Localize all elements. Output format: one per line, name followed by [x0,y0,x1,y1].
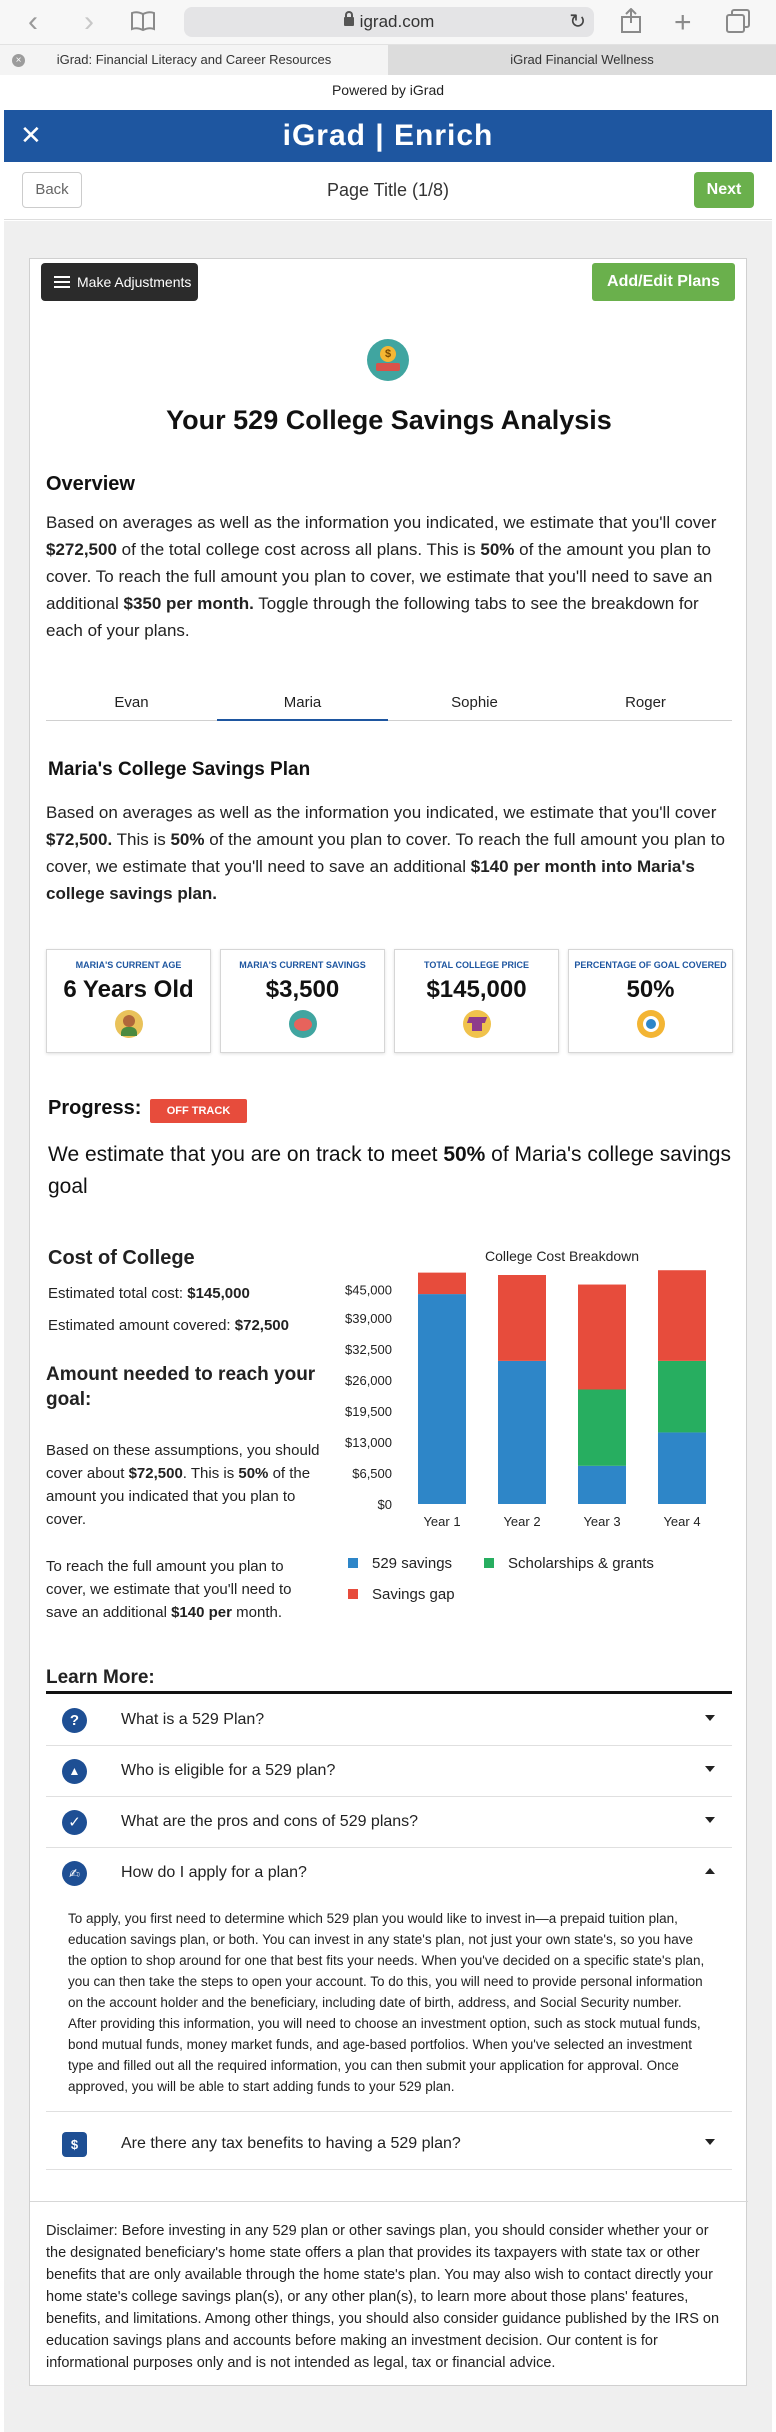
tab-evan[interactable]: Evan [114,694,149,711]
chevron-down-icon[interactable] [705,1817,715,1823]
faq-header[interactable]: ✍ How do I apply for a plan? [46,1848,732,1898]
add-edit-plans-button[interactable]: Add/Edit Plans [592,263,735,301]
tab-maria[interactable]: Maria [217,685,388,721]
legend-swatch [484,1558,494,1568]
new-tab-icon[interactable]: + [674,6,692,39]
graduation-cap-icon: ▲ [62,1759,87,1784]
legend-swatch [348,1589,358,1599]
tab-sophie[interactable]: Sophie [451,694,498,711]
legend-savings-gap: Savings gap [348,1586,455,1603]
legend-swatch [348,1558,358,1568]
pager-bar [4,162,772,220]
tax-document-icon: $ [62,2132,87,2157]
browser-tab-label: iGrad Financial Wellness [510,52,654,67]
cost-of-college-heading: Cost of College [48,1247,195,1269]
learn-more-divider [46,1691,732,1694]
close-tab-icon[interactable]: × [12,54,25,67]
browser-tab-inactive[interactable] [388,45,776,75]
off-track-badge: OFF TRACK [150,1099,247,1123]
stat-goal-covered: PERCENTAGE OF GOAL COVERED 50% [568,949,733,1053]
bar-segment-savings-gap [418,1273,466,1294]
bar-segment-529-savings [578,1466,626,1504]
next-button[interactable]: Next [694,172,754,208]
y-tick-label: $19,500 [345,1403,392,1419]
plan-heading: Maria's College Savings Plan [48,759,311,780]
chevron-down-icon[interactable] [705,1766,715,1772]
bar-segment-savings-gap [498,1275,546,1361]
faq-item[interactable] [46,1695,732,1746]
analysis-card [29,258,747,2386]
faq-item-open[interactable] [46,1848,732,2112]
make-adjustments-label: Make Adjustments [77,274,192,290]
question-icon: ? [62,1708,87,1733]
estimated-total-cost: Estimated total cost: $145,000 [48,1285,250,1302]
analysis-title: Your 529 College Savings Analysis [166,405,612,435]
bar-segment-529-savings [498,1361,546,1504]
goal-icon [637,1010,665,1038]
y-tick-label: $45,000 [345,1282,392,1298]
tab-roger[interactable]: Roger [625,694,666,711]
signature-icon: ✍ [62,1861,87,1886]
plan-tabs [46,685,732,721]
bar-segment-529-savings [418,1294,466,1504]
url-text: igrad.com [359,12,435,31]
faq-answer: To apply, you first need to determine which 529 plan you would like to invest in—a prepaid tuition plan, education savings plan, or both. You can invest in any state's plan, not just your own state's, so you have the option to shop around for one that best fits your needs. When you've decided on a specific state's plan, you can then take the steps to open your account. To do this, you will need to provide personal information on the account holder and the beneficiary, including date of birth, address, and Social Security number. After providing this information, you will need to choose an investment option, such as stock mutual funds, bond mutual funds, money market funds, and age-based portfolios. When you've selected an investment type and filled out all the required information, you can then submit your application for approval. Once approved, you will be able to start adding funds to your 529 plan. [46,1898,732,2111]
progress-label: Progress: [48,1097,142,1119]
brand-header [4,110,772,162]
stat-total-college-price: TOTAL COLLEGE PRICE $145,000 [394,949,559,1053]
progress-text: We estimate that you are on track to meet 50% of Maria's college savings goal [48,1143,731,1198]
y-tick-label: $13,000 [345,1434,392,1450]
igrad-enrich-logo: iGrad | Enrich [282,119,494,152]
tabs-overview-icon[interactable] [726,9,750,40]
faq-item[interactable] [46,2119,732,2170]
back-arrow-icon[interactable]: ‹ [28,5,38,38]
faq-header[interactable]: ✓ What are the pros and cons of 529 plans? [46,1797,732,1847]
url-bar[interactable] [184,7,594,37]
chevron-down-icon[interactable] [705,2139,715,2145]
checkmark-icon: ✓ [62,1810,87,1835]
browser-tab-strip [0,45,776,75]
y-tick-label: $0 [377,1497,392,1512]
bar-segment-savings-gap [578,1285,626,1390]
faq-item[interactable] [46,1746,732,1797]
overview-heading: Overview [46,473,135,495]
disclaimer: Disclaimer: Before investing in any 529 plan or other savings plan, you should consider whether your or the designated beneficiary's home state offers a plan that provides its taxpayers with state tax or other benefits that are only available through the home state's plan. You may also wish to contact directly your home state's college savings plan(s), or any other plan(s), to learn more about those plans' features, benefits, and limitations. Among other things, you should also consider guidance published by the IRS on education savings plans and accounts before making an investment decision. Our content is for informational purposes only and is not intended as legal, tax or financial advice. [30,2201,748,2374]
browser-tab-label: iGrad: Financial Literacy and Career Resources [56,52,332,67]
bar-segment-savings-gap [658,1270,706,1361]
additional-savings-paragraph: To reach the full amount you plan to cover, we estimate that you'll need to save an additional $140 per month. [46,1558,292,1621]
faq-header[interactable]: ? What is a 529 Plan? [46,1695,732,1745]
chevron-up-icon[interactable] [705,1868,715,1874]
legend-scholarships: Scholarships & grants [484,1555,654,1572]
share-icon[interactable] [620,8,642,41]
faq-header[interactable]: ▲ Who is eligible for a 529 plan? [46,1746,732,1796]
overview-paragraph: Based on averages as well as the information you indicated, we estimate that you'll cover $272,500 of the total college cost across all plans. This is 50% of the amount you plan to cover. To reach the full amount you plan to cover, we estimate that you'll need to save an additional $350 per month. Toggle through the following tabs to see the breakdown for each of your plans. [46,513,717,640]
x-tick-label: Year 2 [503,1514,541,1529]
close-icon[interactable]: ✕ [20,120,42,150]
plan-paragraph: Based on averages as well as the information you indicated, we estimate that you'll cover $72,500. This is 50% of the amount you plan to cover. To reach the full amount you plan to cover, we estimate that you'll need to save an additional $140 per month into Maria's college savings plan. [46,803,725,903]
amount-needed-heading: Amount needed to reach your goal: [46,1364,316,1410]
student-icon [115,1010,143,1038]
stat-current-savings: MARIA'S CURRENT SAVINGS $3,500 [220,949,385,1053]
x-tick-label: Year 4 [663,1514,701,1529]
forward-arrow-icon[interactable]: › [84,5,94,38]
bookmarks-icon[interactable] [130,10,156,39]
reload-icon[interactable]: ↻ [569,11,586,33]
y-tick-label: $26,000 [345,1372,392,1388]
faq-header[interactable]: $ Are there any tax benefits to having a 529 plan? [46,2119,732,2169]
assumptions-paragraph: Based on these assumptions, you should cover about $72,500. This is 50% of the amount you indicated that you plan to cover. [46,1442,320,1528]
x-tick-label: Year 1 [423,1514,461,1529]
piggy-bank-icon [289,1010,317,1038]
make-adjustments-button[interactable] [41,263,198,301]
y-tick-label: $6,500 [352,1465,392,1481]
browser-tab-active[interactable] [0,45,388,75]
sliders-icon [54,275,70,289]
stat-current-age: MARIA'S CURRENT AGE 6 Years Old [46,949,211,1053]
browser-toolbar [0,0,776,45]
bar-segment-scholarships-grants [658,1361,706,1433]
graduation-cap-icon [463,1010,491,1038]
bar-segment-529-savings [658,1432,706,1504]
college-savings-icon: $ [367,339,409,381]
faq-item[interactable] [46,1797,732,1848]
chart-title: College Cost Breakdown [484,1248,640,1264]
bar-segment-scholarships-grants [578,1390,626,1466]
legend-529-savings: 529 savings [348,1555,452,1572]
y-tick-label: $39,000 [345,1310,392,1326]
chevron-down-icon[interactable] [705,1715,715,1721]
page-title: Page Title (1/8) [326,180,450,200]
powered-by: Powered by iGrad [331,82,445,98]
estimated-amount-covered: Estimated amount covered: $72,500 [48,1317,289,1334]
y-tick-label: $32,500 [345,1341,392,1357]
lock-icon [344,17,354,26]
back-button[interactable]: Back [22,172,82,208]
x-tick-label: Year 3 [583,1514,621,1529]
learn-more-heading: Learn More: [46,1667,155,1688]
college-cost-chart [330,1239,730,1539]
